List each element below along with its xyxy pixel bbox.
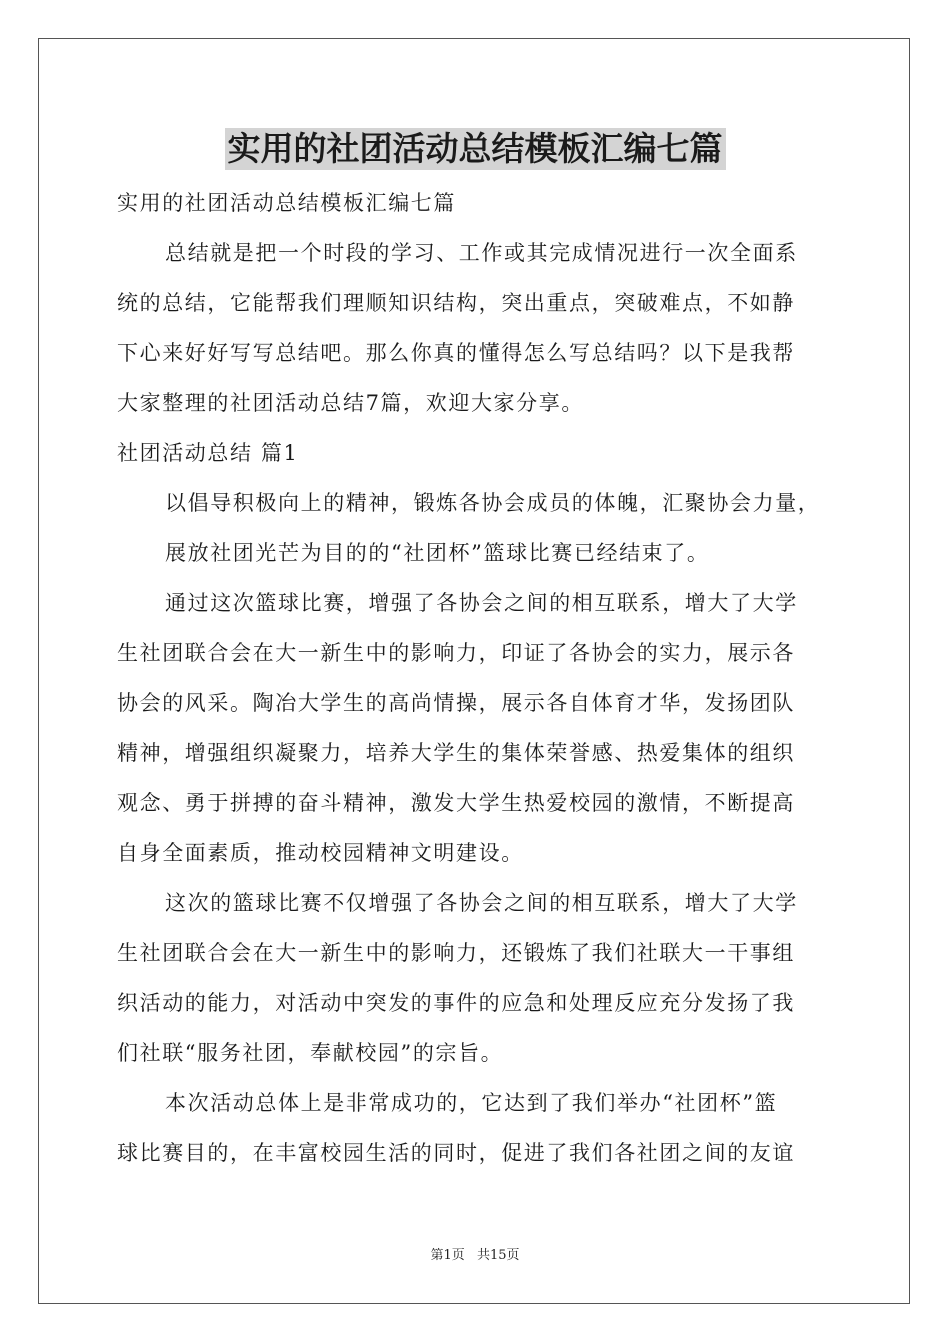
text-line: 下心来好好写写总结吧。那么你真的懂得怎么写总结吗？以下是我帮 (117, 341, 795, 365)
text-line: 通过这次篮球比赛，增强了各协会之间的相互联系，增大了大学 (165, 591, 798, 615)
text-line: 球比赛目的，在丰富校园生活的同时，促进了我们各社团之间的友谊 (117, 1141, 795, 1165)
text-line: 协会的风采。陶冶大学生的高尚情操，展示各自体育才华，发扬团队 (117, 691, 795, 715)
page-footer (0, 1247, 950, 1265)
text-line: 统的总结，它能帮我们理顺知识结构，突出重点，突破难点，不如静 (117, 291, 795, 315)
text-line: 自身全面素质，推动校园精神文明建设。 (117, 841, 524, 865)
document-body (117, 178, 833, 1178)
text-line: 总结就是把一个时段的学习、工作或其完成情况进行一次全面系 (165, 241, 798, 265)
text-line: 以倡导积极向上的精神，锻炼各协会成员的体魄，汇聚协会力量， (165, 491, 821, 515)
text-line: 社团活动总结 篇1 (117, 441, 299, 465)
text-line: 生社团联合会在大一新生中的影响力，还锻炼了我们社联大一干事组 (117, 941, 795, 965)
page-total: 共15页 (476, 1248, 520, 1263)
text-line: 们社联“服务社团，奉献校园”的宗旨。 (117, 1041, 504, 1065)
page-number: 第1页 (430, 1248, 465, 1263)
text-line: 实用的社团活动总结模板汇编七篇 (117, 191, 456, 215)
text-line: 精神，增强组织凝聚力，培养大学生的集体荣誉感、热爱集体的组织 (117, 741, 795, 765)
text-line: 大家整理的社团活动总结7篇，欢迎大家分享。 (117, 391, 584, 415)
text-line: 生社团联合会在大一新生中的影响力，印证了各协会的实力，展示各 (117, 641, 795, 665)
text-line: 这次的篮球比赛不仅增强了各协会之间的相互联系，增大了大学 (165, 891, 798, 915)
text-line: 织活动的能力，对活动中突发的事件的应急和处理反应充分发扬了我 (117, 991, 795, 1015)
text-line: 展放社团光芒为目的的“社团杯”篮球比赛已经结束了。 (165, 541, 710, 565)
title-wrap (0, 128, 950, 170)
document-title: 实用的社团活动总结模板汇编七篇 (225, 128, 726, 170)
text-line: 本次活动总体上是非常成功的，它达到了我们举办“社团杯”篮 (165, 1091, 778, 1115)
text-line: 观念、勇于拼搏的奋斗精神，激发大学生热爱校园的激情，不断提高 (117, 791, 795, 815)
